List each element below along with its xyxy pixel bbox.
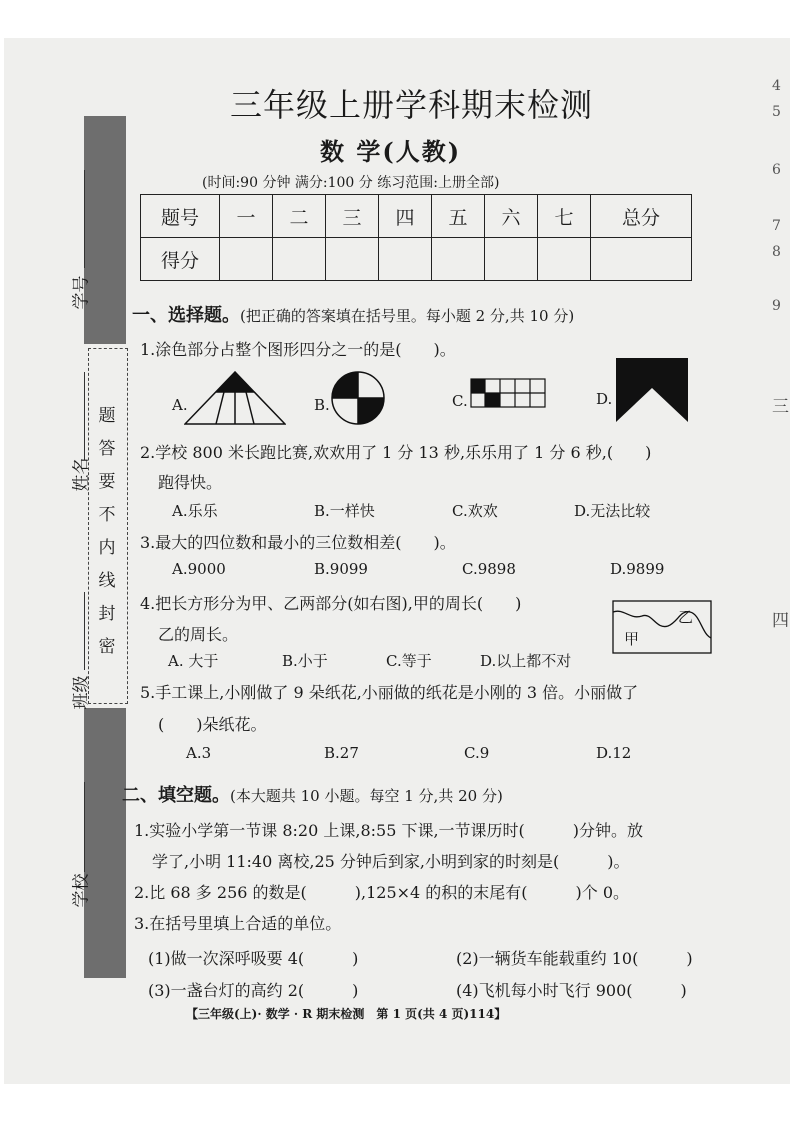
option-c-label: C.	[452, 392, 468, 410]
question-3: 3.最大的四位数和最小的三位数相差( )。	[140, 533, 456, 552]
section1-note: (把正确的答案填在括号里。每小题 2 分,共 10 分)	[240, 307, 575, 325]
part-jia-label: 甲	[624, 630, 640, 648]
option-text: C.等于	[386, 652, 432, 670]
class-line	[84, 592, 85, 670]
option-text: C.9898	[462, 560, 516, 578]
page-footer: 【三年级(上)· 数学 · R 期末检测 第 1 页(共 4 页)114】	[186, 1007, 507, 1021]
option-text: D.9899	[610, 560, 665, 578]
score-table-score-row	[141, 238, 692, 281]
option-text: D.12	[596, 744, 632, 762]
edge-glyph: 4	[772, 78, 781, 94]
table-cell: 六	[485, 195, 538, 238]
edge-glyph: 三	[772, 397, 789, 417]
name-label: 姓名	[71, 457, 92, 492]
score-input-cell[interactable]	[220, 238, 273, 281]
exam-title: 三年级上册学科期末检测	[230, 86, 594, 124]
edge-glyph: 7	[772, 218, 781, 234]
option-d-label: D.	[596, 390, 613, 408]
score-table-header-row	[141, 195, 692, 238]
option-text: D.无法比较	[574, 502, 651, 520]
student-id-line	[84, 170, 85, 268]
fill-question-1-line1: 1.实验小学第一节课 8:20 上课,8:55 下课,一节课历时( )分钟。放	[134, 821, 644, 840]
score-input-cell[interactable]	[485, 238, 538, 281]
question-2-line1: 2.学校 800 米长跑比赛,欢欢用了 1 分 13 秒,乐乐用了 1 分 6 秒,( )	[140, 443, 652, 462]
option-text: A.乐乐	[172, 502, 218, 520]
section2-note: (本大题共 10 小题。每空 1 分,共 20 分)	[230, 787, 503, 805]
rectangle-split-figure	[612, 600, 712, 654]
notched-rectangle-figure	[616, 358, 688, 422]
score-table	[140, 194, 692, 281]
option-a-label: A.	[172, 396, 188, 414]
unit-item: (2)一辆货车能载重约 10( )	[456, 949, 693, 968]
table-cell: 总分	[591, 195, 692, 238]
seal-char: 内	[98, 538, 116, 558]
seal-char: 答	[98, 439, 116, 459]
name-line	[84, 372, 85, 460]
edge-glyph: 6	[772, 162, 781, 178]
option-text: B.小于	[282, 652, 328, 670]
table-cell: 一	[220, 195, 273, 238]
table-cell: 七	[538, 195, 591, 238]
option-text: B.一样快	[314, 502, 375, 520]
question-4-line2: 乙的周长。	[158, 625, 239, 644]
question-2-line2: 跑得快。	[158, 473, 223, 492]
edge-glyph: 8	[772, 244, 781, 260]
score-input-cell[interactable]	[591, 238, 692, 281]
seal-char: 封	[98, 604, 116, 624]
section1-heading: 一、选择题。	[132, 305, 240, 326]
seal-char: 不	[98, 505, 116, 525]
seal-char: 线	[98, 571, 116, 591]
edge-glyph: 四	[772, 611, 789, 631]
unit-item: (1)做一次深呼吸要 4( )	[148, 949, 359, 968]
unit-item: (3)一盏台灯的高约 2( )	[148, 981, 359, 1000]
option-text: C.欢欢	[452, 502, 498, 520]
section1-header	[132, 301, 574, 327]
table-cell: 四	[379, 195, 432, 238]
section2-heading: 二、填空题。	[122, 785, 230, 806]
score-input-cell[interactable]	[273, 238, 326, 281]
edge-glyph: 9	[772, 298, 781, 314]
option-text: A.3	[186, 744, 212, 762]
exam-meta: (时间:90 分钟 满分:100 分 练习范围:上册全部)	[202, 175, 500, 191]
triangle-figure	[184, 370, 286, 426]
question-1: 1.涂色部分占整个图形四分之一的是( )。	[140, 340, 456, 359]
seal-char: 要	[98, 472, 116, 492]
option-text: C.9	[464, 744, 490, 762]
score-input-cell[interactable]	[379, 238, 432, 281]
table-cell: 二	[273, 195, 326, 238]
binding-bar-top	[84, 116, 126, 344]
question-5-line2: ( )朵纸花。	[158, 715, 267, 734]
student-id-label: 学号	[71, 275, 92, 310]
edge-glyph: 5	[772, 104, 781, 120]
unit-item: (4)飞机每小时飞行 900( )	[456, 981, 687, 1000]
option-b-label: B.	[314, 396, 330, 414]
option-text: A.9000	[172, 560, 226, 578]
table-cell: 五	[432, 195, 485, 238]
school-label: 学校	[71, 873, 92, 908]
table-cell: 题号	[141, 195, 220, 238]
question-5-line1: 5.手工课上,小刚做了 9 朵纸花,小丽做的纸花是小刚的 3 倍。小丽做了	[140, 683, 639, 702]
part-yi-label: 乙	[678, 608, 694, 626]
option-text: A. 大于	[168, 652, 219, 670]
binding-bar-bottom	[84, 708, 126, 978]
table-cell: 得分	[141, 238, 220, 281]
score-input-cell[interactable]	[432, 238, 485, 281]
score-input-cell[interactable]	[326, 238, 379, 281]
question-4-line1: 4.把长方形分为甲、乙两部分(如右图),甲的周长( )	[140, 594, 522, 613]
grid-figure	[470, 378, 546, 408]
class-label: 班级	[71, 675, 92, 710]
seal-char: 题	[98, 406, 116, 426]
subject-title: 数 学(人教)	[320, 137, 462, 166]
option-text: D.以上都不对	[480, 652, 572, 670]
fill-question-2: 2.比 68 多 256 的数是( ),125×4 的积的末尾有( )个 0。	[134, 883, 630, 902]
score-input-cell[interactable]	[538, 238, 591, 281]
option-text: B.27	[324, 744, 359, 762]
school-line	[84, 782, 85, 872]
table-cell: 三	[326, 195, 379, 238]
fill-question-1-line2: 学了,小明 11:40 离校,25 分钟后到家,小明到家的时刻是( )。	[152, 852, 630, 871]
option-text: B.9099	[314, 560, 368, 578]
seal-char: 密	[98, 637, 116, 657]
section2-header	[122, 781, 503, 807]
fill-question-3: 3.在括号里填上合适的单位。	[134, 914, 342, 933]
circle-figure	[330, 370, 386, 426]
